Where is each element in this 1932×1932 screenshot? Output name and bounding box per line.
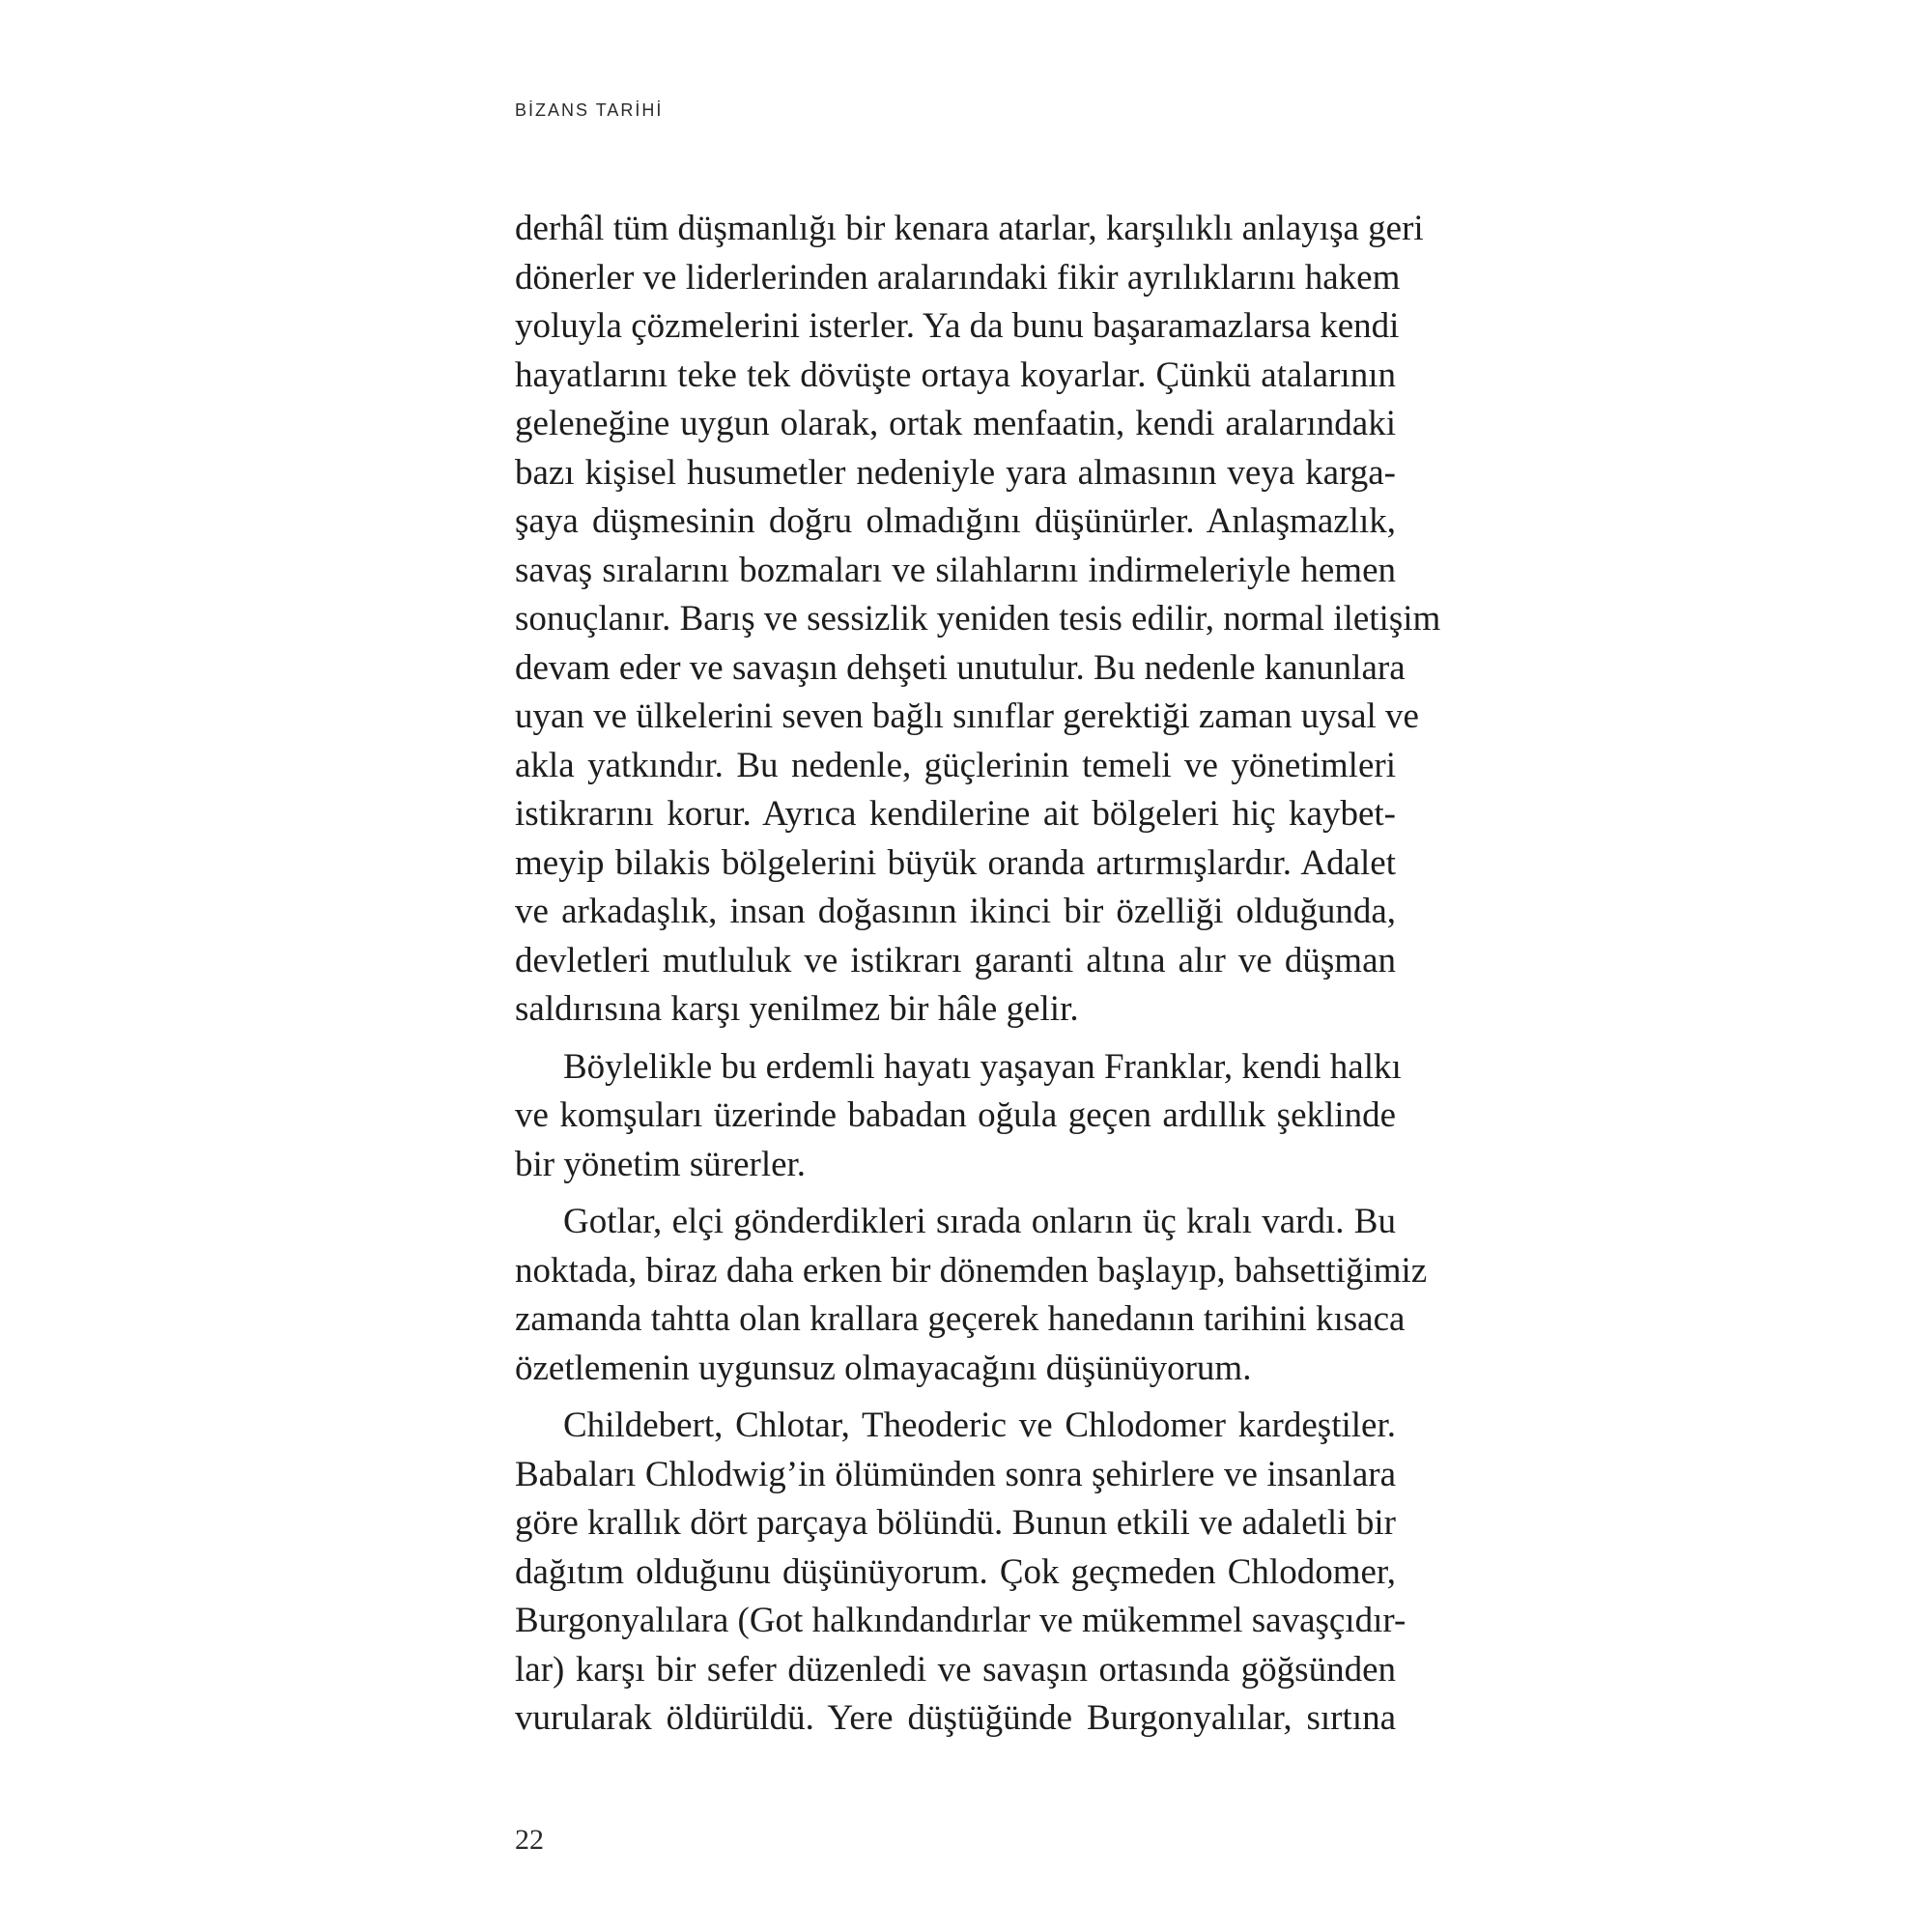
text-line: Gotlar, elçi gönderdikleri sırada onların üç kralı vardı. Bu [563, 1202, 1396, 1241]
paragraph-2 [515, 1043, 1402, 1190]
text-line: yoluyla çözmelerini isterler. Ya da bunu başaramazlarsa kendi [515, 306, 1400, 346]
text-line: noktada, biraz daha erken bir dönemden başlayıp, bahsettiğimiz [515, 1250, 1428, 1291]
text-line: göre krallık dört parçaya bölündü. Bunun etkili ve adaletli bir [515, 1503, 1396, 1543]
text-line: devletleri mutluluk ve istikrarı garanti altına alır ve düşman [515, 940, 1396, 980]
text-line: geleneğine uygun olarak, ortak menfaatin, kendi aralarındaki [515, 404, 1396, 443]
text-line: bir yönetim sürerler. [515, 1144, 807, 1184]
paragraph-3 [515, 1198, 1428, 1393]
text-line: Babaları Chlodwig’in ölümünden sonra şehirlere ve insanlara [515, 1454, 1396, 1494]
text-line: Childebert, Chlotar, Theoderic ve Chlodomer kardeştiler. [563, 1406, 1396, 1445]
text-line: bazı kişisel husumetler nedeniyle yara almasının veya karga- [515, 452, 1396, 493]
text-line: ve komşuları üzerinde babadan oğula geçen ardıllık şeklinde [515, 1095, 1396, 1135]
text-line: dağıtım olduğunu düşünüyorum. Çok geçmeden Chlodomer, [515, 1551, 1396, 1592]
text-line: meyip bilakis bölgelerini büyük oranda artırmışlardır. Adalet [515, 842, 1396, 883]
running-head: BİZANS TARİHİ [515, 100, 664, 120]
text-line: özetlemenin uygunsuz olmayacağını düşünüyorum. [515, 1348, 1252, 1388]
text-line: devam eder ve savaşın dehşeti unutulur. Bu nedenle kanunlara [515, 647, 1406, 688]
text-line: akla yatkındır. Bu nedenle, güçlerinin temeli ve yönetimleri [515, 745, 1396, 785]
text-line: Böylelikle bu erdemli hayatı yaşayan Franklar, kendi halkı [563, 1046, 1402, 1087]
paragraph-1 [515, 205, 1441, 1035]
text-line: ve arkadaşlık, insan doğasının ikinci bir özelliği olduğunda, [515, 892, 1396, 931]
body-text [515, 205, 1441, 1744]
text-line: şaya düşmesinin doğru olmadığını düşünürler. Anlaşmazlık, [515, 501, 1396, 541]
text-line: Burgonyalılara (Got halkındandırlar ve mükemmel savaşçıdır- [515, 1601, 1406, 1640]
text-line: derhâl tüm düşmanlığı bir kenara atarlar, karşılıklı anlayışa geri [515, 209, 1424, 248]
text-line: istikrarını korur. Ayrıca kendilerine ait bölgeleri hiç kaybet- [515, 794, 1396, 834]
text-line: lar) karşı bir sefer düzenledi ve savaşın ortasında göğsünden [515, 1649, 1396, 1690]
text-line: vurularak öldürüldü. Yere düştüğünde Burgonyalılar, sırtına [515, 1698, 1396, 1738]
text-line: uyan ve ülkelerini seven bağlı sınıflar gerektiği zaman uysal ve [515, 696, 1419, 736]
text-line: sonuçlanır. Barış ve sessizlik yeniden tesis edilir, normal iletişim [515, 599, 1441, 639]
text-line: hayatlarını teke tek dövüşte ortaya koyarlar. Çünkü atalarının [515, 355, 1396, 395]
text-line: dönerler ve liderlerinden aralarındaki fikir ayrılıklarını hakem [515, 257, 1401, 298]
text-line: zamanda tahtta olan krallara geçerek hanedanın tarihini kısaca [515, 1299, 1406, 1339]
text-line: saldırısına karşı yenilmez bir hâle gelir. [515, 989, 1079, 1029]
text-line: savaş sıralarını bozmaları ve silahlarını indirmeleriyle hemen [515, 550, 1396, 590]
paragraph-4 [515, 1402, 1406, 1744]
page-number: 22 [515, 1824, 544, 1856]
